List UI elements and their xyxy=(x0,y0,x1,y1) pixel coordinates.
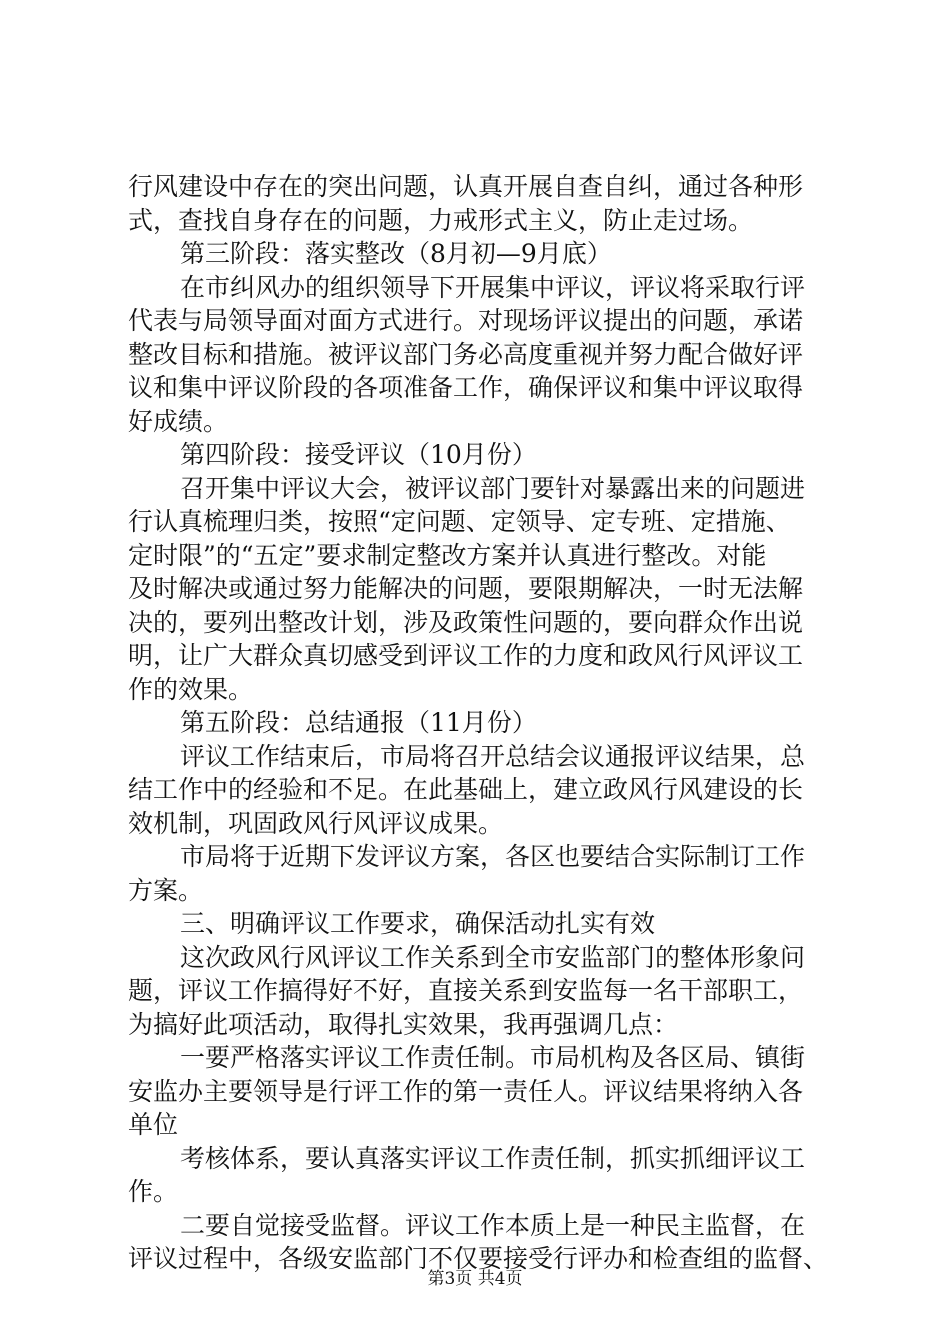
text-line: 单位 xyxy=(128,1110,179,1139)
text-line: 效机制，巩固政风行风评议成果。 xyxy=(128,808,504,838)
text-line: 评议工作结束后，市局将召开总结会议通报评议结果，总 xyxy=(180,741,806,771)
text-line: 二要自觉接受监督。评议工作本质上是一种民主监督，在 xyxy=(180,1210,806,1240)
text-line: 好成绩。 xyxy=(128,406,229,436)
page-footer: 第3页 共4页 xyxy=(427,1269,523,1289)
text-line: 第四阶段：接受评议（10月份） xyxy=(180,440,537,469)
text-line: 评议过程中，各级安监部门不仅要接受行评办和检查组的监督、 xyxy=(128,1244,829,1273)
text-line: 安监办主要领导是行评工作的第一责任人。评议结果将纳入各 xyxy=(128,1076,804,1106)
text-line: 及时解决或通过努力能解决的问题，要限期解决，一时无法解 xyxy=(128,574,804,603)
text-line: 整改目标和措施。被评议部门务必高度重视并努力配合做好评 xyxy=(128,339,804,369)
text-line: 考核体系，要认真落实评议工作责任制，抓实抓细评议工 xyxy=(180,1143,806,1173)
text-line: 决的，要列出整改计划，涉及政策性问题的，要向群众作出说 xyxy=(128,607,804,637)
text-line: 代表与局领导面对面方式进行。对现场评议提出的问题，承诺 xyxy=(128,306,804,335)
text-line: 第三阶段：落实整改（8月初—9月底） xyxy=(180,239,612,268)
text-line: 作的效果。 xyxy=(128,674,254,704)
text-line: 在市纠风办的组织领导下开展集中评议，评议将采取行评 xyxy=(180,272,806,302)
text-line: 为搞好此项活动，取得扎实效果，我再强调几点： xyxy=(128,1009,679,1039)
text-line: 行风建设中存在的突出问题，认真开展自查自纠，通过各种形 xyxy=(128,172,804,201)
text-line: 市局将于近期下发评议方案，各区也要结合实际制订工作 xyxy=(180,842,806,871)
text-line: 这次政风行风评议工作关系到全市安监部门的整体形象问 xyxy=(180,942,806,972)
text-line: 第五阶段：总结通报（11月份） xyxy=(180,708,537,737)
text-line: 召开集中评议大会，被评议部门要针对暴露出来的问题进 xyxy=(180,473,806,503)
text-line: 明，让广大群众真切感受到评议工作的力度和政风行风评议工 xyxy=(128,641,804,670)
text-line: 三、明确评议工作要求，确保活动扎实有效 xyxy=(180,909,656,938)
text-line: 方案。 xyxy=(128,875,204,905)
text-line: 式，查找自身存在的问题，力戒形式主义，防止走过场。 xyxy=(128,205,754,235)
text-line: 行认真梳理归类，按照“定问题、定领导、定专班、定措施、 xyxy=(128,507,791,536)
text-line: 定时限”的“五定”要求制定整改方案并认真进行整改。对能 xyxy=(128,540,767,570)
text-line: 题，评议工作搞得好不好，直接关系到安监每一名干部职工， xyxy=(128,976,804,1005)
text-line: 议和集中评议阶段的各项准备工作，确保评议和集中评议取得 xyxy=(128,373,804,402)
text-line: 作。 xyxy=(128,1177,179,1206)
text-line: 一要严格落实评议工作责任制。市局机构及各区局、镇街 xyxy=(180,1043,806,1072)
text-line: 结工作中的经验和不足。在此基础上，建立政风行风建设的长 xyxy=(128,775,804,804)
document-body xyxy=(128,170,840,1276)
